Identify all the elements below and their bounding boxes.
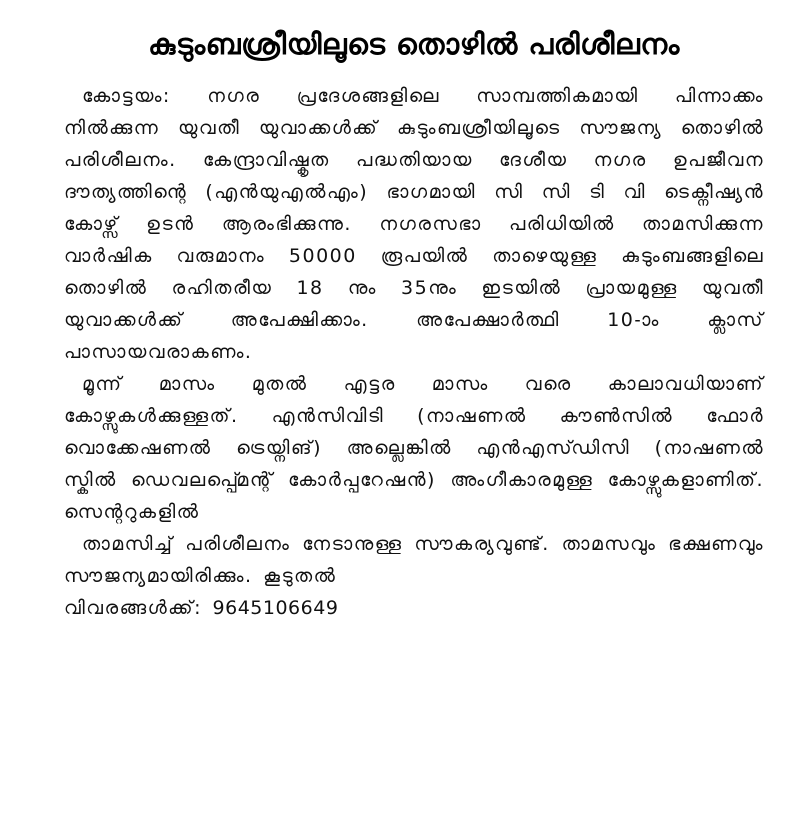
contact-label: വിവരങ്ങൾക്ക്: [64, 597, 202, 619]
paragraph-2: മൂന്ന് മാസം മുതൽ എട്ടര മാസം വരെ കാലാവധിയാണ് കോഴ്സുകൾക്കുള്ളത്. എൻസിവിടി (നാഷണൽ കൗൺസിൽ ഫോർ വൊക്കേഷണൽ ട്രെയ്നിങ്) അല്ലെങ്കിൽ എൻഎസ്ഡിസി (നാഷണൽ സ്കിൽ ഡെവലപ്പ്മെന്റ് കോർപ്പറേഷൻ) അംഗീകാരമുള്ള കോഴ്സുകളാണിത്. സെന്ററുകളിൽ [64, 373, 764, 523]
paragraph-3: താമസിച്ച് പരിശീലനം നേടാനുള്ള സൗകര്യവുണ്ട്. താമസവും ഭക്ഷണവും സൗജന്യമായിരിക്കും. കൂടുതൽ [64, 533, 764, 587]
contact-phone: 9645106649 [212, 597, 339, 619]
contact-line [64, 592, 764, 624]
paragraph-1: കോട്ടയം: നഗര പ്രദേശങ്ങളിലെ സാമ്പത്തികമായി പിന്നാക്കം നിൽക്കുന്ന യുവതീ യുവാക്കൾക്ക് കുടുംബശ്രീയിലൂടെ സൗജന്യ തൊഴിൽ പരിശീലനം. കേന്ദ്രാവിഷ്കൃത പദ്ധതിയായ ദേശീയ നഗര ഉപജീവന ദൗത്യത്തിന്റെ (എൻയുഎൽഎം) ഭാഗമായി സി സി ടി വി ടെക്നീഷ്യൻ കോഴ്സ് ഉടൻ ആരംഭിക്കുന്നു. നഗരസഭാ പരിധിയിൽ താമസിക്കുന്ന വാർഷിക വരുമാനം 50000 രൂപയിൽ താഴെയുള്ള കുടുംബങ്ങളിലെ തൊഴിൽ രഹിതരീയ 18 നും 35നും ഇടയിൽ പ്രായമുള്ള യുവതീ യുവാക്കൾക്ക് അപേക്ഷിക്കാം. അപേക്ഷാർത്ഥി 10-ാം ക്ലാസ് പാസായവരാകണം. [64, 85, 764, 363]
headline: കുടുംബശ്രീയിലൂടെ തൊഴിൽ പരിശീലനം [148, 27, 680, 61]
